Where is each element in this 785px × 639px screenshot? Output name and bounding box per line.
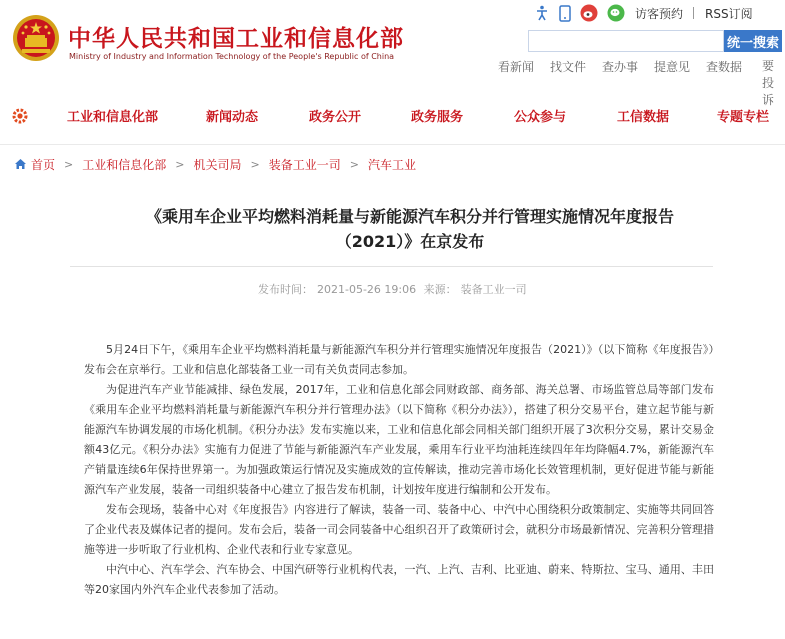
nav-item-government-services[interactable]: 政务服务 [411,110,464,125]
site-title-english: Ministry of Industry and Information Technology of the People's Republic of China [69,52,395,61]
breadcrumb-ministry[interactable]: 工业和信息化部 [82,157,167,172]
accessibility-icon[interactable] [534,5,550,21]
publish-time: 2021-05-26 19:06 [317,283,417,296]
article-paragraph: 发布会现场，装备中心对《年度报告》内容进行了解读，装备一司、装备中心、中汽中心围绕积分政策制定、实施等共同回答了企业代表及媒体记者的提问。发布会后，装备一司会同装备中心组织召开了政策研讨会，就积分市场最新情况、完善积分管理措施等进一步听取了行业机构、企业代表和行业专家意见。 [84,503,714,556]
article-source: 装备工业一司 [460,283,527,296]
home-icon [14,158,27,170]
nav-item-data[interactable]: 工信数据 [617,110,670,125]
miit-logo-icon [10,106,30,126]
article-title-line-1: 《乘用车企业平均燃料消耗量与新能源汽车积分并行管理实施情况年度报告 [145,207,674,226]
quick-link-news[interactable]: 看新闻 [498,60,535,74]
article-paragraph: 中汽中心、汽车学会、汽车协会、中国汽研等行业机构代表，一汽、上汽、吉利、比亚迪、蔚来、特斯拉、宝马、通用、丰田等20家国内外汽车企业代表参加了活动。 [84,563,714,596]
article-title-line-2: （2021）》在京发布 [335,232,485,251]
article-paragraph: 5月24日下午，《乘用车企业平均燃料消耗量与新能源汽车积分并行管理实施情况年度报告（2021）》（以下简称《年度报告》）发布会在京举行。工业和信息化部装备工业一司有关负责同志参加。 [84,343,714,376]
article-meta [258,281,531,297]
national-emblem-icon [12,14,60,62]
breadcrumb [14,156,416,172]
breadcrumb-separator: > [175,157,185,171]
nav-item-ministry[interactable]: 工业和信息化部 [67,110,159,125]
nav-item-special-topics[interactable]: 专题专栏 [717,110,770,125]
title-divider [70,266,713,267]
quick-link-complaint[interactable]: 要投诉 [761,59,774,107]
wechat-icon[interactable] [607,4,625,22]
article-paragraph: 为促进汽车产业节能减排、绿色发展，2017年，工业和信息化部会同财政部、商务部、海关总署、市场监管总局等部门发布《乘用车企业平均燃料消耗量与新能源汽车积分并行管理办法》（以下简称《积分办法》），搭建了积分交易平台，建立起节能与新能源汽车协调发展的市场化机制。《积分办法》发布实施以来，工业和信息化部会同相关部门组织开展了3次积分交易，累计交易金额43亿元。《积分办法》实施有力促进了节能与新能源汽车产业发展，乘用车行业平均油耗连续四年年均降幅4.7%，新能源汽车产销量连续6年保持世界第一。为加强政策运行情况及实施成效的宣传解读，推动完善市场化长效管理机制，更好促进节能与新能源汽车产业发展，装备一司组织装备中心建立了报告发布机制，计划按年度进行编制和公开发布。 [84,383,714,496]
breadcrumb-separator: > [250,157,260,171]
breadcrumb-home[interactable]: 首页 [31,157,56,172]
unified-search-button[interactable]: 统一搜索 [724,30,782,52]
main-nav [0,100,785,130]
breadcrumb-separator: > [349,157,359,171]
visit-appointment-link[interactable]: 访客预约 [635,6,684,21]
top-links-divider [693,7,694,19]
nav-item-government-affairs[interactable]: 政务公开 [309,110,362,125]
breadcrumb-separator: > [64,157,74,171]
site-title[interactable]: 中华人民共和国工业和信息化部 [68,26,404,52]
weibo-icon[interactable] [580,4,598,22]
nav-divider [0,144,785,145]
breadcrumb-equipment-dept[interactable]: 装备工业一司 [268,157,341,172]
nav-item-public-participation[interactable]: 公众参与 [514,110,567,125]
breadcrumb-departments[interactable]: 机关司局 [193,157,242,172]
site-header [0,0,785,107]
article-body [84,340,714,600]
quick-link-documents[interactable]: 找文件 [550,60,587,74]
article-title [70,204,750,254]
search-input[interactable] [528,30,724,52]
mobile-icon[interactable] [559,5,571,22]
publish-time-label: 发布时间： [258,283,313,296]
top-links [534,4,763,22]
breadcrumb-automotive[interactable]: 汽车工业 [367,157,416,172]
quick-link-data[interactable]: 查数据 [706,60,743,74]
quick-link-feedback[interactable]: 提意见 [654,60,691,74]
nav-item-news[interactable]: 新闻动态 [206,110,259,125]
source-label: 来源： [423,283,457,296]
rss-link[interactable]: RSS订阅 [705,6,753,21]
quick-link-services[interactable]: 查办事 [602,60,639,74]
